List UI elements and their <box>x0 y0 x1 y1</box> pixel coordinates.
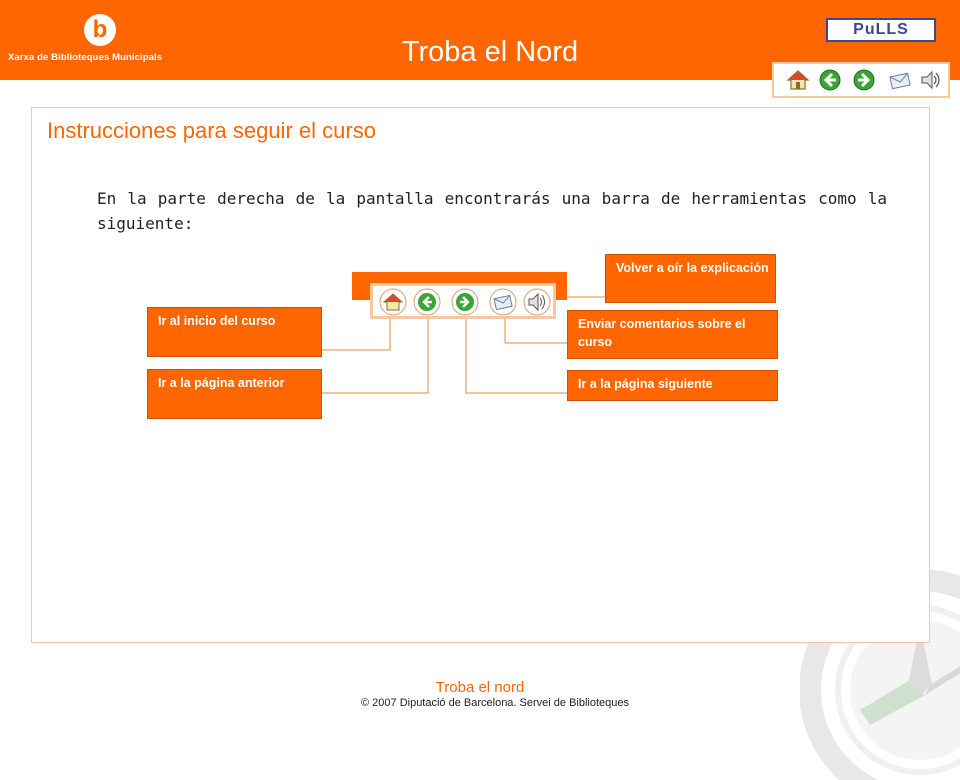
envelope-icon <box>489 288 517 316</box>
arrow-right-icon <box>451 288 479 316</box>
callout-home: Ir al inicio del curso <box>147 307 322 357</box>
arrow-left-icon <box>413 288 441 316</box>
home-icon <box>379 288 407 316</box>
callout-send-comments: Enviar comentarios sobre el curso <box>567 310 778 359</box>
diagram-toolbar <box>370 283 556 319</box>
footer-course-name: Troba el nord <box>435 679 525 696</box>
instruction-paragraph: En la parte derecha de la pantalla encontrarás una barra de herramientas como la siguiente: <box>97 189 887 233</box>
org-name: Xarxa de Biblioteques Municipals <box>8 52 163 63</box>
logo-mark: b <box>84 14 116 46</box>
callout-next-page: Ir a la página siguiente <box>567 370 778 401</box>
pulls-logo: PuLLS <box>826 18 936 42</box>
section-subtitle: Instrucciones para seguir el curso <box>47 118 376 143</box>
footer-copyright: © 2007 Diputació de Barcelona. Servei de Biblioteques <box>361 697 629 709</box>
speaker-icon <box>523 288 551 316</box>
page-title: Troba el Nord <box>401 36 579 68</box>
callout-replay-audio: Volver a oír la explicación <box>605 254 776 303</box>
callout-previous-page: Ir a la página anterior <box>147 369 322 419</box>
